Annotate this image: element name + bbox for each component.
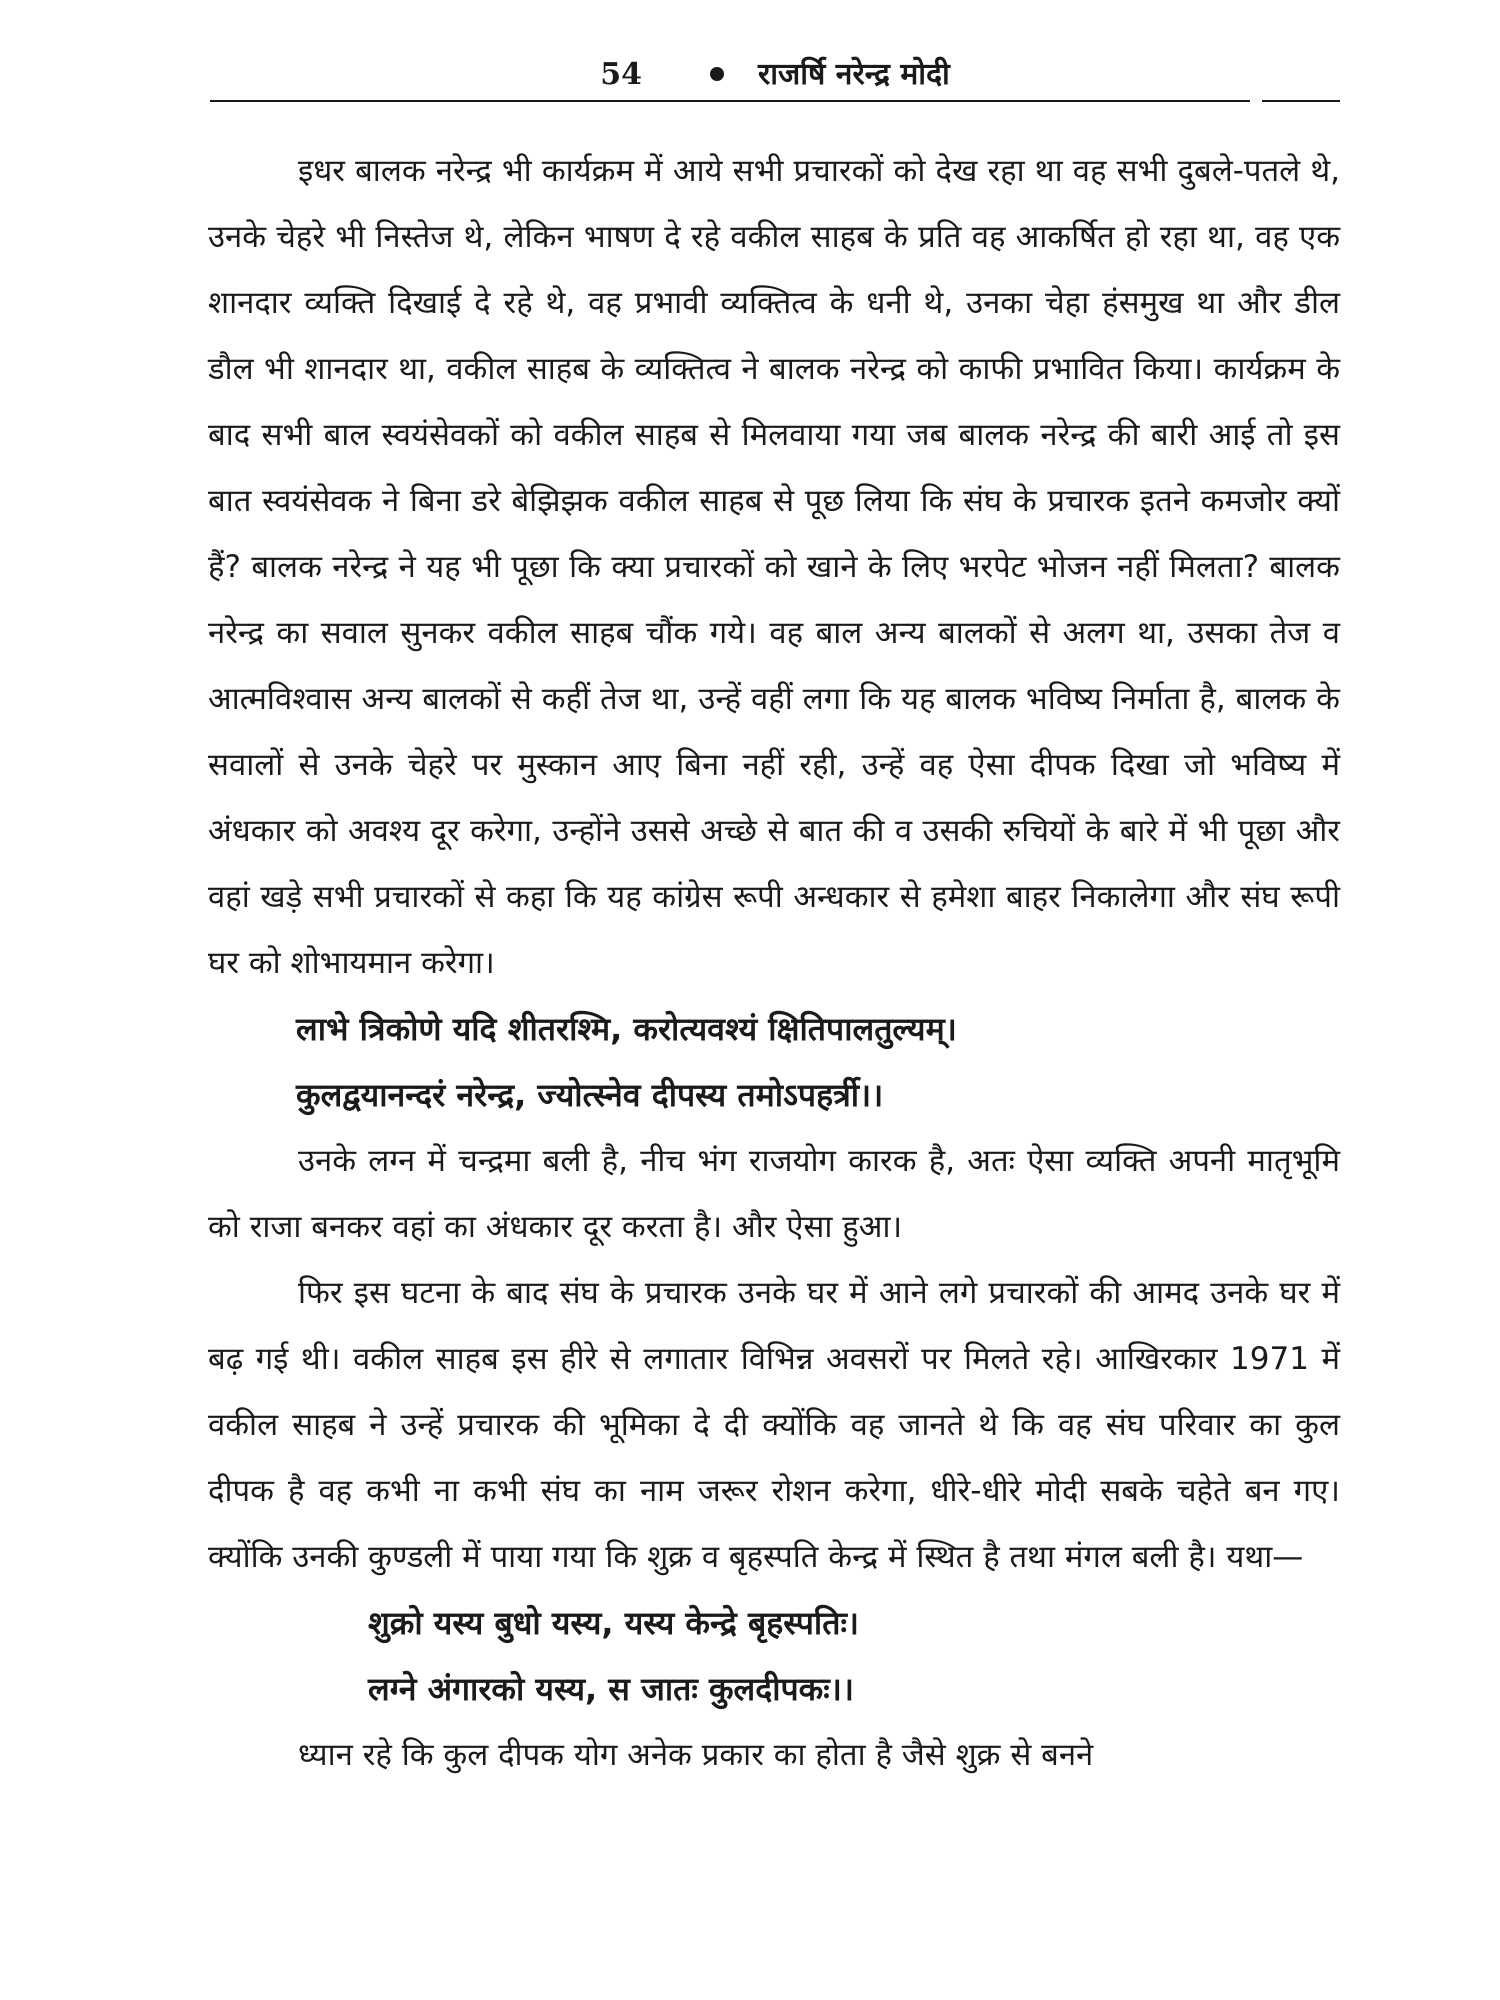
paragraph: ध्यान रहे कि कुल दीपक योग अनेक प्रकार का होता है जैसे शुक्र से बनने — [298, 1737, 1094, 1773]
verse-line: लाभे त्रिकोणे यदि शीतरश्मि, करोत्यवश्यं क्षितिपालतुल्यम्। — [296, 1010, 957, 1048]
book-title: राजर्षि नरेन्द्र मोदी — [757, 57, 950, 92]
header-rule-short — [1262, 100, 1340, 102]
paragraph: उनके लग्न में चन्द्रमा बली है, नीच भंग राजयोग कारक है, अतः ऐसा व्यक्ति अपनी मातृभूमि को राजा बनकर वहां का अंधकार दूर करता है। और ऐसा हुआ। — [208, 1143, 1340, 1245]
paragraph: इधर बालक नरेन्द्र भी कार्यक्रम में आये सभी प्रचारकों को देख रहा था वह सभी दुबले-पतले थे, उनके चेहरे भी निस्तेज थे, लेकिन भाषण दे रहे वकील साहब के प्रति वह आकर्षित हो रहा था, वह एक शानदार व्यक्ति दिखाई दे रहे थे, वह प्रभावी व्यक्तित्व के धनी थे, उनका चेहा हंसमुख था और डील डौल भी शानदार था, वकील साहब के व्यक्तित्व ने बालक नरेन्द्र को काफी प्रभावित किया। कार्यक्रम के बाद सभी बाल स्वयंसेवकों को वकील साहब से मिलवाया गया जब बालक नरेन्द्र की बारी आई तो इस बात स्वयंसेवक ने बिना डरे बेझिझक वकील साहब से पूछ लिया कि संघ के प्रचारक इतने कमजोर क्यों हैं? बालक नरेन्द्र ने यह भी पूछा कि क्या प्रचारकों को खाने के लिए भरपेट भोजन नहीं मिलता? बालक नरेन्द्र का सवाल सुनकर वकील साहब चौंक गये। वह बाल अन्य बालकों से अलग था, उसका तेज व आत्मविश्वास अन्य बालकों से कहीं तेज था, उन्हें वहीं लगा कि यह बालक भविष्य निर्माता है, बालक के सवालों से उनके चेहरे पर मुस्कान आए बिना नहीं रही, उन्हें वह ऐसा दीपक दिखा जो भविष्य में अंधकार को अवश्य दूर करेगा, उन्होंने उससे अच्छे से बात की व उसकी रुचियों के बारे में भी पूछा और वहां खड़े सभी प्रचारकों से कहा कि यह कांग्रेस रूपी अन्धकार से हमेशा बाहर निकालेगा और संघ रूपी घर को शोभायमान करेगा। — [208, 153, 1340, 981]
verse-line: लग्ने अंगारको यस्य, स जातः कुलदीपकः।। — [368, 1670, 854, 1708]
verse-line: शुक्रो यस्य बुधो यस्य, यस्य केन्द्रे बृहस्पतिः। — [368, 1604, 860, 1642]
header-rule — [210, 100, 1250, 102]
page-number: 54 — [600, 57, 642, 92]
running-header — [210, 50, 1340, 100]
verse-line: कुलद्वयानन्दरं नरेन्द्र, ज्योत्स्नेव दीपस्य तमोऽपहर्त्री।। — [296, 1076, 884, 1114]
paragraph: फिर इस घटना के बाद संघ के प्रचारक उनके घर में आने लगे प्रचारकों की आमद उनके घर में बढ़ गई थी। वकील साहब इस हीरे से लगातार विभिन्न अवसरों पर मिलते रहे। आखिरकार 1971 में वकील साहब ने उन्हें प्रचारक की भूमिका दे दी क्योंकि वह जानते थे कि वह संघ परिवार का कुल दीपक है वह कभी ना कभी संघ का नाम जरूर रोशन करेगा, धीरे-धीरे मोदी सबके चहेते बन गए। क्योंकि उनकी कुण्डली में पाया गया कि शुक्र व बृहस्पति केन्द्र में स्थित है तथा मंगल बली है। यथा— — [208, 1275, 1340, 1575]
body-text — [208, 138, 1340, 1788]
bullet-separator — [710, 67, 724, 81]
